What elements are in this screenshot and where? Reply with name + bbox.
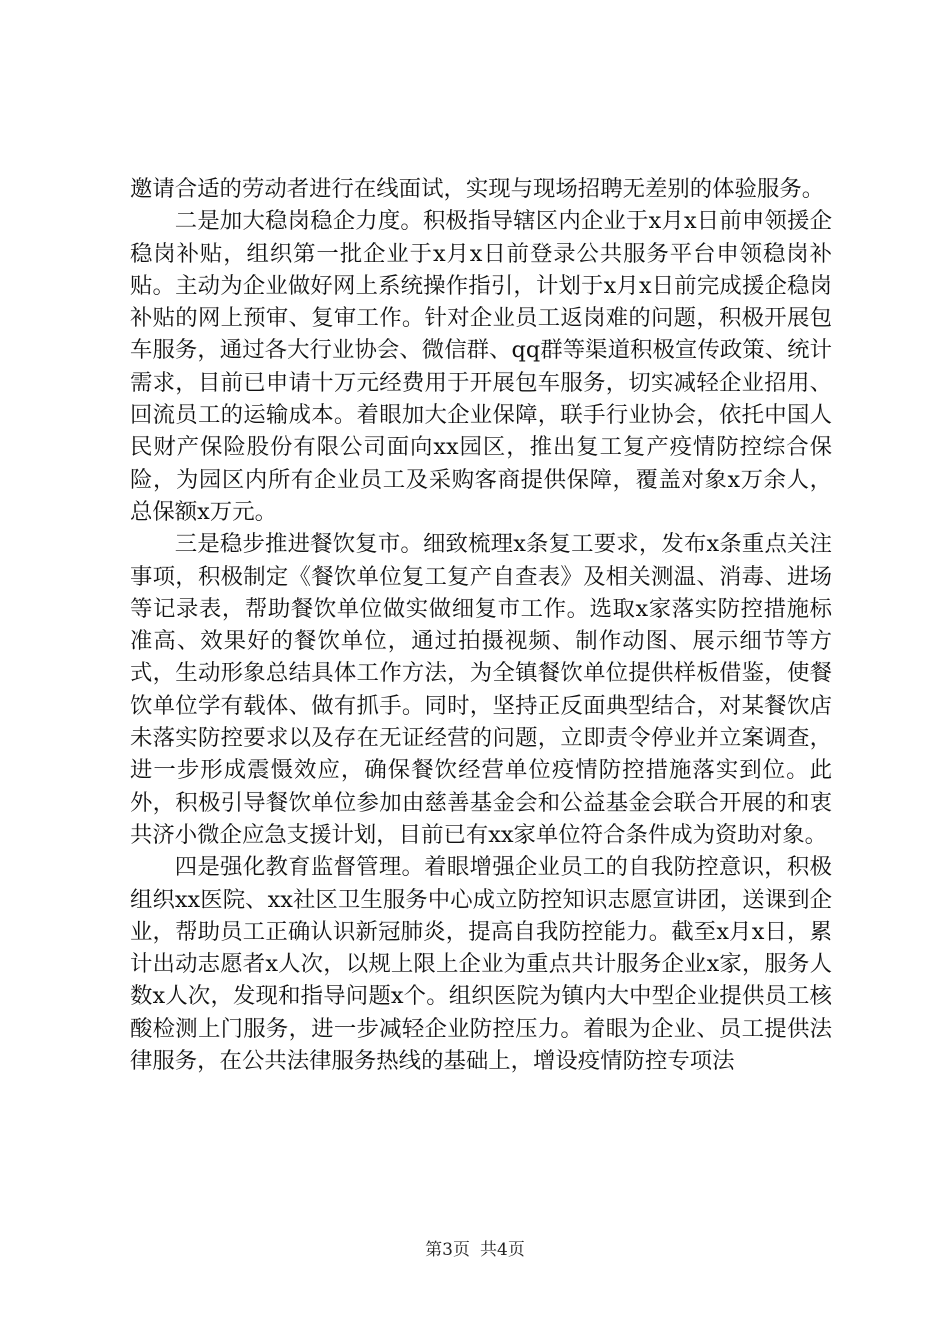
page-total: 共4页 <box>480 1240 525 1260</box>
document-body <box>130 173 832 1077</box>
paragraph-stabilize-jobs: 二是加大稳岗稳企力度。积极指导辖区内企业于x月x日前申领援企稳岗补贴，组织第一批企业于x月x日前登录公共服务平台申领稳岗补贴。主动为企业做好网上系统操作指引，计划于x月x日前完成援企稳岗补贴的网上预审、复审工作。针对企业员工返岗难的问题，积极开展包车服务，通过各大行业协会、微信群、qq群等渠道积极宣传政策、统计需求，目前已申请十万元经费用于开展包车服务，切实减轻企业招用、回流员工的运输成本。着眼加大企业保障，联手行业协会，依托中国人民财产保险股份有限公司面向xx园区，推出复工复产疫情防控综合保险，为园区内所有企业员工及采购客商提供保障，覆盖对象x万余人，总保额x万元。 <box>130 208 832 525</box>
paragraph-education-supervision: 四是强化教育监督管理。着眼增强企业员工的自我防控意识，积极组织xx医院、xx社区卫生服务中心成立防控知识志愿宣讲团，送课到企业，帮助员工正确认识新冠肺炎，提高自我防控能力。截至x月x日，累计出动志愿者x人次，以规上限上企业为重点共计服务企业x家，服务人数x人次，发现和指导问题x个。组织医院为镇内大中型企业提供员工核酸检测上门服务，进一步减轻企业防控压力。着眼为企业、员工提供法律服务，在公共法律服务热线的基础上，增设疫情防控专项法 <box>130 854 832 1075</box>
page-number: 第3页 <box>425 1240 470 1260</box>
paragraph-catering-reopening: 三是稳步推进餐饮复市。细致梳理x条复工要求，发布x条重点关注事项，积极制定《餐饮单位复工复产自查表》及相关测温、消毒、进场等记录表，帮助餐饮单位做实做细复市工作。选取x家落实防控措施标准高、效果好的餐饮单位，通过拍摄视频、制作动图、展示细节等方式，生动形象总结具体工作方法，为全镇餐饮单位提供样板借鉴，使餐饮单位学有载体、做有抓手。同时，坚持正反面典型结合，对某餐饮店未落实防控要求以及存在无证经营的问题，立即责令停业并立案调查，进一步形成震慑效应，确保餐饮经营单位疫情防控措施落实到位。此外，积极引导餐饮单位参加由慈善基金会和公益基金会联合开展的和衷共济小微企应急支援计划，目前已有xx家单位符合条件成为资助对象。 <box>130 531 832 848</box>
page-footer <box>0 1238 950 1262</box>
paragraph-continuation: 邀请合适的劳动者进行在线面试，实现与现场招聘无差别的体验服务。 <box>130 176 825 202</box>
